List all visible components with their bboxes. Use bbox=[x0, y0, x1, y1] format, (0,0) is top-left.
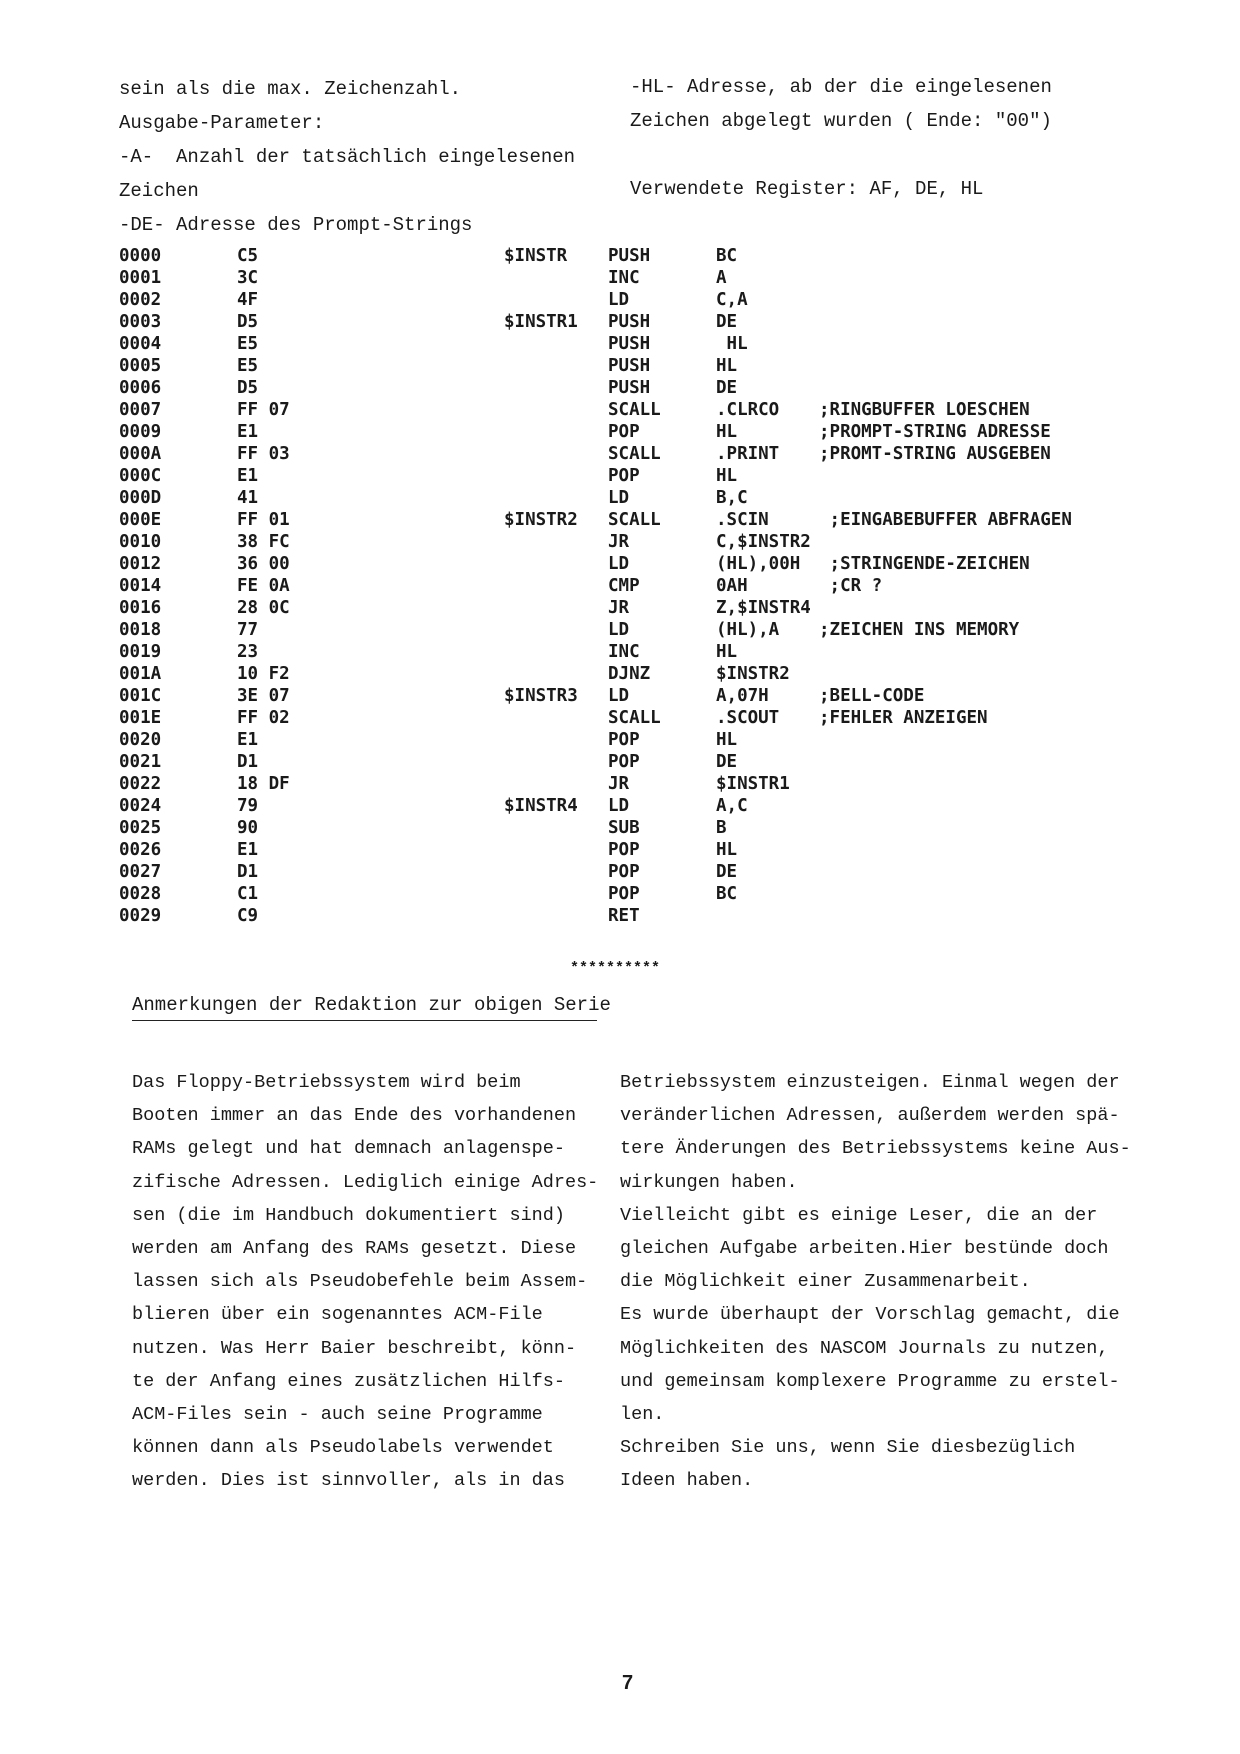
listing-mnemonic: PUSH bbox=[608, 356, 651, 376]
listing-operand: HL bbox=[716, 642, 738, 662]
notes-line: len. bbox=[620, 1403, 665, 1425]
listing-operand: .SCIN bbox=[716, 510, 769, 530]
listing-operand: DE bbox=[716, 312, 738, 332]
listing-opcode: 36 00 bbox=[237, 554, 290, 574]
listing-address: 0018 bbox=[119, 620, 162, 640]
listing-mnemonic: SCALL bbox=[608, 708, 661, 728]
listing-comment: ;FEHLER ANZEIGEN bbox=[819, 708, 988, 728]
listing-opcode: D5 bbox=[237, 312, 259, 332]
listing-label: $INSTR bbox=[504, 246, 568, 266]
listing-operand: HL bbox=[716, 422, 738, 442]
listing-mnemonic: SUB bbox=[608, 818, 640, 838]
listing-mnemonic: POP bbox=[608, 752, 640, 772]
listing-row bbox=[119, 883, 1139, 905]
listing-operand: HL bbox=[716, 730, 738, 750]
intro-line: sein als die max. Zeichenzahl. bbox=[119, 78, 462, 100]
listing-row bbox=[119, 751, 1139, 773]
listing-operand: A,C bbox=[716, 796, 748, 816]
listing-opcode: D1 bbox=[237, 862, 259, 882]
listing-row bbox=[119, 685, 1139, 707]
listing-mnemonic: LD bbox=[608, 686, 630, 706]
listing-opcode: C5 bbox=[237, 246, 259, 266]
listing-operand: A,07H bbox=[716, 686, 769, 706]
listing-address: 0029 bbox=[119, 906, 162, 926]
listing-mnemonic: POP bbox=[608, 422, 640, 442]
listing-address: 0020 bbox=[119, 730, 162, 750]
listing-mnemonic: LD bbox=[608, 796, 630, 816]
listing-mnemonic: JR bbox=[608, 532, 630, 552]
listing-address: 0021 bbox=[119, 752, 162, 772]
listing-mnemonic: PUSH bbox=[608, 378, 651, 398]
listing-address: 000D bbox=[119, 488, 162, 508]
listing-mnemonic: INC bbox=[608, 268, 640, 288]
listing-comment: ;STRINGENDE-ZEICHEN bbox=[819, 554, 1030, 574]
listing-mnemonic: POP bbox=[608, 730, 640, 750]
notes-line: können dann als Pseudolabels verwendet bbox=[132, 1437, 554, 1459]
listing-operand: BC bbox=[716, 246, 738, 266]
listing-opcode: FE 0A bbox=[237, 576, 290, 596]
notes-line: Das Floppy-Betriebssystem wird beim bbox=[132, 1072, 521, 1093]
listing-mnemonic: INC bbox=[608, 642, 640, 662]
listing-mnemonic: PUSH bbox=[608, 312, 651, 332]
listing-operand: (HL),A bbox=[716, 620, 780, 640]
listing-mnemonic: LD bbox=[608, 290, 630, 310]
listing-mnemonic: POP bbox=[608, 862, 640, 882]
listing-opcode: FF 01 bbox=[237, 510, 290, 530]
listing-comment: ;BELL-CODE bbox=[819, 686, 925, 706]
listing-mnemonic: PUSH bbox=[608, 246, 651, 266]
notes-line: Betriebssystem einzusteigen. Einmal wegen der bbox=[620, 1072, 1120, 1093]
separator: ********** bbox=[570, 960, 661, 977]
listing-mnemonic: DJNZ bbox=[608, 664, 651, 684]
listing-address: 0000 bbox=[119, 246, 162, 266]
listing-operand: HL bbox=[716, 840, 738, 860]
listing-comment: ;EINGABEBUFFER ABFRAGEN bbox=[819, 510, 1072, 530]
notes-line: Vielleicht gibt es einige Leser, die an der bbox=[620, 1204, 1098, 1226]
listing-comment: ;RINGBUFFER LOESCHEN bbox=[819, 400, 1030, 420]
listing-row bbox=[119, 861, 1139, 883]
listing-operand: (HL),00H bbox=[716, 554, 801, 574]
listing-row bbox=[119, 245, 1139, 267]
listing-mnemonic: POP bbox=[608, 840, 640, 860]
assembly-listing bbox=[119, 245, 1139, 927]
listing-operand: B,C bbox=[716, 488, 748, 508]
listing-operand: BC bbox=[716, 884, 738, 904]
listing-opcode: 3E 07 bbox=[237, 686, 290, 706]
listing-address: 001A bbox=[119, 664, 162, 684]
listing-operand: A bbox=[716, 268, 727, 288]
listing-label: $INSTR4 bbox=[504, 796, 578, 816]
listing-row bbox=[119, 421, 1139, 443]
listing-opcode: D5 bbox=[237, 378, 259, 398]
intro-line: Ausgabe-Parameter: bbox=[119, 112, 325, 134]
listing-address: 0019 bbox=[119, 642, 162, 662]
notes-line: werden am Anfang des RAMs gesetzt. Diese bbox=[132, 1237, 577, 1259]
listing-address: 0016 bbox=[119, 598, 162, 618]
listing-opcode: 18 DF bbox=[237, 774, 290, 794]
listing-row bbox=[119, 355, 1139, 377]
listing-row bbox=[119, 663, 1139, 685]
notes-line: Es wurde überhaupt der Vorschlag gemacht, die bbox=[620, 1304, 1120, 1326]
listing-opcode: D1 bbox=[237, 752, 259, 772]
listing-opcode: 41 bbox=[237, 488, 259, 508]
listing-comment: ;PROMPT-STRING ADRESSE bbox=[819, 422, 1051, 442]
listing-address: 0028 bbox=[119, 884, 162, 904]
notes-line: Ideen haben. bbox=[620, 1470, 754, 1492]
listing-operand: B bbox=[716, 818, 727, 838]
listing-operand: HL bbox=[716, 356, 738, 376]
listing-row bbox=[119, 531, 1139, 553]
listing-address: 0007 bbox=[119, 400, 162, 420]
listing-row bbox=[119, 487, 1139, 509]
notes-line: gleichen Aufgabe arbeiten.Hier bestünde doch bbox=[620, 1237, 1109, 1259]
notes-line: blieren über ein sogenanntes ACM-File bbox=[132, 1304, 543, 1326]
notes-line: und gemeinsam komplexere Programme zu erstel- bbox=[620, 1370, 1120, 1392]
listing-row bbox=[119, 707, 1139, 729]
listing-opcode: FF 07 bbox=[237, 400, 290, 420]
listing-operand: C,$INSTR2 bbox=[716, 532, 811, 552]
notes-line: sen (die im Handbuch dokumentiert sind) bbox=[132, 1204, 565, 1226]
listing-label: $INSTR1 bbox=[504, 312, 578, 332]
listing-opcode: E5 bbox=[237, 356, 259, 376]
listing-comment: ;ZEICHEN INS MEMORY bbox=[819, 620, 1020, 640]
listing-address: 000C bbox=[119, 466, 162, 486]
listing-opcode: 38 FC bbox=[237, 532, 290, 552]
listing-label: $INSTR3 bbox=[504, 686, 578, 706]
listing-operand: $INSTR1 bbox=[716, 774, 790, 794]
listing-mnemonic: POP bbox=[608, 466, 640, 486]
intro-line: Zeichen abgelegt wurden ( Ende: "00") bbox=[630, 110, 1052, 132]
listing-row bbox=[119, 289, 1139, 311]
intro-line: -A- Anzahl der tatsächlich eingelesenen bbox=[119, 146, 576, 168]
listing-opcode: 77 bbox=[237, 620, 259, 640]
listing-operand: Z,$INSTR4 bbox=[716, 598, 811, 618]
listing-operand: DE bbox=[716, 752, 738, 772]
listing-row bbox=[119, 773, 1139, 795]
listing-mnemonic: RET bbox=[608, 906, 640, 926]
listing-address: 000A bbox=[119, 444, 162, 464]
listing-opcode: 79 bbox=[237, 796, 259, 816]
listing-opcode: C9 bbox=[237, 906, 259, 926]
notes-column-right bbox=[620, 1066, 1131, 1497]
listing-mnemonic: SCALL bbox=[608, 510, 661, 530]
listing-address: 0002 bbox=[119, 290, 162, 310]
page-number: 7 bbox=[622, 1672, 634, 1694]
listing-row bbox=[119, 377, 1139, 399]
listing-label: $INSTR2 bbox=[504, 510, 578, 530]
listing-mnemonic: JR bbox=[608, 598, 630, 618]
listing-address: 0001 bbox=[119, 268, 162, 288]
listing-address: 0009 bbox=[119, 422, 162, 442]
section-heading: Anmerkungen der Redaktion zur obigen Serie bbox=[132, 992, 597, 1021]
listing-operand: HL bbox=[716, 334, 748, 354]
listing-row bbox=[119, 443, 1139, 465]
listing-operand: DE bbox=[716, 862, 738, 882]
listing-address: 0024 bbox=[119, 796, 162, 816]
listing-row bbox=[119, 795, 1139, 817]
listing-opcode: 90 bbox=[237, 818, 259, 838]
listing-address: 0026 bbox=[119, 840, 162, 860]
notes-line: veränderlichen Adressen, außerdem werden spä- bbox=[620, 1105, 1120, 1127]
listing-opcode: 10 F2 bbox=[237, 664, 290, 684]
listing-opcode: 4F bbox=[237, 290, 259, 310]
listing-row bbox=[119, 597, 1139, 619]
listing-operand: .SCOUT bbox=[716, 708, 780, 728]
listing-operand: .CLRCO bbox=[716, 400, 780, 420]
listing-address: 0003 bbox=[119, 312, 162, 332]
listing-mnemonic: CMP bbox=[608, 576, 640, 596]
listing-row bbox=[119, 839, 1139, 861]
listing-row bbox=[119, 509, 1139, 531]
listing-address: 0027 bbox=[119, 862, 162, 882]
intro-line: Verwendete Register: AF, DE, HL bbox=[630, 178, 984, 200]
listing-address: 001E bbox=[119, 708, 162, 728]
notes-line: zifische Adressen. Lediglich einige Adres- bbox=[132, 1171, 599, 1193]
listing-row bbox=[119, 311, 1139, 333]
listing-mnemonic: JR bbox=[608, 774, 630, 794]
notes-line: nutzen. Was Herr Baier beschreibt, könn- bbox=[132, 1337, 577, 1359]
listing-mnemonic: LD bbox=[608, 554, 630, 574]
listing-address: 0025 bbox=[119, 818, 162, 838]
listing-row bbox=[119, 553, 1139, 575]
listing-row bbox=[119, 641, 1139, 663]
listing-mnemonic: LD bbox=[608, 620, 630, 640]
listing-mnemonic: LD bbox=[608, 488, 630, 508]
listing-opcode: E5 bbox=[237, 334, 259, 354]
listing-address: 0010 bbox=[119, 532, 162, 552]
listing-opcode: 3C bbox=[237, 268, 259, 288]
notes-line: lassen sich als Pseudobefehle beim Assem- bbox=[132, 1271, 588, 1293]
listing-row bbox=[119, 267, 1139, 289]
listing-row bbox=[119, 399, 1139, 421]
listing-address: 0005 bbox=[119, 356, 162, 376]
listing-opcode: E1 bbox=[237, 730, 259, 750]
listing-opcode: E1 bbox=[237, 422, 259, 442]
listing-row bbox=[119, 817, 1139, 839]
notes-line: Schreiben Sie uns, wenn Sie diesbezüglich bbox=[620, 1437, 1076, 1459]
listing-mnemonic: SCALL bbox=[608, 444, 661, 464]
listing-row bbox=[119, 619, 1139, 641]
listing-operand: .PRINT bbox=[716, 444, 780, 464]
listing-operand: $INSTR2 bbox=[716, 664, 790, 684]
intro-line: -HL- Adresse, ab der die eingelesenen bbox=[630, 76, 1052, 98]
intro-line: -DE- Adresse des Prompt-Strings bbox=[119, 214, 473, 236]
notes-line: tere Änderungen des Betriebssystems keine Aus- bbox=[620, 1138, 1131, 1160]
listing-opcode: C1 bbox=[237, 884, 259, 904]
listing-row bbox=[119, 905, 1139, 927]
listing-opcode: 28 0C bbox=[237, 598, 290, 618]
listing-operand: 0AH bbox=[716, 576, 748, 596]
listing-address: 0014 bbox=[119, 576, 162, 596]
listing-address: 0022 bbox=[119, 774, 162, 794]
listing-address: 0012 bbox=[119, 554, 162, 574]
notes-line: Möglichkeiten des NASCOM Journals zu nutzen, bbox=[620, 1337, 1109, 1359]
notes-line: werden. Dies ist sinnvoller, als in das bbox=[132, 1470, 565, 1492]
listing-operand: C,A bbox=[716, 290, 748, 310]
notes-line: wirkungen haben. bbox=[620, 1171, 798, 1193]
listing-address: 000E bbox=[119, 510, 162, 530]
listing-opcode: FF 02 bbox=[237, 708, 290, 728]
listing-opcode: E1 bbox=[237, 840, 259, 860]
notes-line: Booten immer an das Ende des vorhandenen bbox=[132, 1105, 577, 1127]
listing-address: 001C bbox=[119, 686, 162, 706]
listing-comment: ;CR ? bbox=[819, 576, 883, 596]
notes-line: die Möglichkeit einer Zusammenarbeit. bbox=[620, 1271, 1031, 1293]
listing-opcode: FF 03 bbox=[237, 444, 290, 464]
listing-row bbox=[119, 575, 1139, 597]
notes-line: ACM-Files sein - auch seine Programme bbox=[132, 1403, 543, 1425]
listing-mnemonic: POP bbox=[608, 884, 640, 904]
notes-line: te der Anfang eines zusätzlichen Hilfs- bbox=[132, 1370, 565, 1392]
listing-mnemonic: SCALL bbox=[608, 400, 661, 420]
listing-comment: ;PROMT-STRING AUSGEBEN bbox=[819, 444, 1051, 464]
listing-address: 0006 bbox=[119, 378, 162, 398]
intro-line: Zeichen bbox=[119, 180, 199, 202]
listing-row bbox=[119, 465, 1139, 487]
notes-column-left bbox=[132, 1066, 598, 1497]
listing-address: 0004 bbox=[119, 334, 162, 354]
listing-operand: DE bbox=[716, 378, 738, 398]
listing-row bbox=[119, 729, 1139, 751]
listing-opcode: E1 bbox=[237, 466, 259, 486]
listing-operand: HL bbox=[716, 466, 738, 486]
listing-mnemonic: PUSH bbox=[608, 334, 651, 354]
listing-row bbox=[119, 333, 1139, 355]
listing-opcode: 23 bbox=[237, 642, 259, 662]
notes-line: RAMs gelegt und hat demnach anlagenspe- bbox=[132, 1138, 565, 1160]
